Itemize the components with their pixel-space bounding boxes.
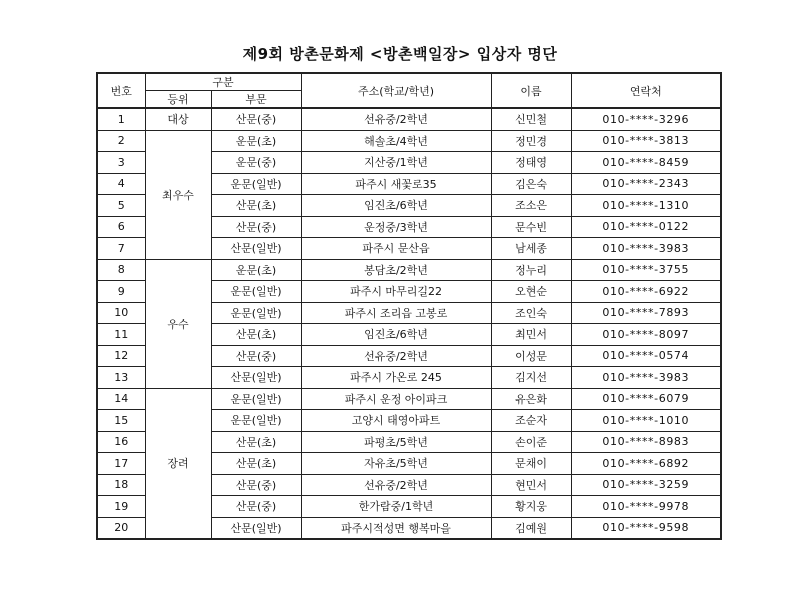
cell-name: 이성문 — [491, 345, 571, 367]
header-grade: 등위 — [145, 91, 211, 109]
cell-address: 파주시 새꽃로35 — [301, 173, 491, 195]
cell-address: 파주시 조리읍 고봉로 — [301, 302, 491, 324]
cell-address: 운정중/3학년 — [301, 216, 491, 238]
table-row — [97, 388, 721, 410]
cell-division: 운문(일반) — [211, 388, 301, 410]
cell-address: 임진초/6학년 — [301, 324, 491, 346]
cell-name: 김은숙 — [491, 173, 571, 195]
cell-name: 남세종 — [491, 238, 571, 260]
cell-no: 3 — [97, 152, 145, 174]
cell-no: 1 — [97, 108, 145, 130]
cell-no: 8 — [97, 259, 145, 281]
cell-division: 산문(초) — [211, 431, 301, 453]
cell-name: 김예원 — [491, 517, 571, 539]
cell-name: 조순자 — [491, 410, 571, 432]
cell-address: 파주시 문산읍 — [301, 238, 491, 260]
cell-division: 운문(중) — [211, 152, 301, 174]
cell-contact: 010-****-8983 — [571, 431, 721, 453]
cell-division: 산문(중) — [211, 474, 301, 496]
cell-division: 운문(초) — [211, 259, 301, 281]
cell-contact: 010-****-6079 — [571, 388, 721, 410]
cell-division: 산문(일반) — [211, 367, 301, 389]
cell-no: 2 — [97, 130, 145, 152]
table-row — [97, 108, 721, 130]
table-header — [97, 73, 721, 108]
cell-no: 5 — [97, 195, 145, 217]
cell-contact: 010-****-9598 — [571, 517, 721, 539]
cell-division: 산문(일반) — [211, 238, 301, 260]
cell-grade: 대상 — [145, 108, 211, 130]
cell-division: 운문(초) — [211, 130, 301, 152]
cell-address: 임진초/6학년 — [301, 195, 491, 217]
cell-contact: 010-****-3983 — [571, 238, 721, 260]
cell-grade: 우수 — [145, 259, 211, 388]
table-body — [97, 108, 721, 539]
cell-name: 정민경 — [491, 130, 571, 152]
cell-contact: 010-****-1310 — [571, 195, 721, 217]
cell-no: 12 — [97, 345, 145, 367]
cell-name: 정누리 — [491, 259, 571, 281]
cell-contact: 010-****-6922 — [571, 281, 721, 303]
cell-no: 19 — [97, 496, 145, 518]
cell-address: 파주시 운정 아이파크 — [301, 388, 491, 410]
cell-no: 11 — [97, 324, 145, 346]
cell-name: 현민서 — [491, 474, 571, 496]
header-gubun: 구분 — [145, 73, 301, 91]
cell-contact: 010-****-1010 — [571, 410, 721, 432]
cell-name: 문수빈 — [491, 216, 571, 238]
cell-address: 고양시 태영아파트 — [301, 410, 491, 432]
cell-contact: 010-****-0122 — [571, 216, 721, 238]
cell-division: 운문(일반) — [211, 173, 301, 195]
header-contact: 연락처 — [571, 73, 721, 108]
cell-contact: 010-****-3813 — [571, 130, 721, 152]
cell-contact: 010-****-8097 — [571, 324, 721, 346]
cell-division: 운문(일반) — [211, 302, 301, 324]
winners-table — [96, 72, 722, 540]
cell-address: 자유초/5학년 — [301, 453, 491, 475]
cell-division: 산문(초) — [211, 324, 301, 346]
cell-name: 신민철 — [491, 108, 571, 130]
cell-name: 정태영 — [491, 152, 571, 174]
cell-no: 16 — [97, 431, 145, 453]
cell-no: 13 — [97, 367, 145, 389]
cell-contact: 010-****-7893 — [571, 302, 721, 324]
cell-address: 파주시적성면 행복마을 — [301, 517, 491, 539]
cell-no: 14 — [97, 388, 145, 410]
cell-name: 오현순 — [491, 281, 571, 303]
cell-no: 4 — [97, 173, 145, 195]
cell-name: 조인숙 — [491, 302, 571, 324]
cell-contact: 010-****-8459 — [571, 152, 721, 174]
cell-name: 문채이 — [491, 453, 571, 475]
cell-address: 지산중/1학년 — [301, 152, 491, 174]
cell-address: 파주시 마무리길22 — [301, 281, 491, 303]
cell-no: 6 — [97, 216, 145, 238]
cell-no: 9 — [97, 281, 145, 303]
cell-contact: 010-****-2343 — [571, 173, 721, 195]
header-division: 부문 — [211, 91, 301, 109]
cell-address: 파주시 가온로 245 — [301, 367, 491, 389]
cell-grade: 장려 — [145, 388, 211, 539]
cell-address: 한가람중/1학년 — [301, 496, 491, 518]
cell-division: 운문(일반) — [211, 281, 301, 303]
cell-address: 선유중/2학년 — [301, 108, 491, 130]
header-no: 번호 — [97, 73, 145, 108]
header-name: 이름 — [491, 73, 571, 108]
cell-division: 산문(중) — [211, 345, 301, 367]
cell-grade: 최우수 — [145, 130, 211, 259]
cell-division: 산문(초) — [211, 453, 301, 475]
cell-name: 최민서 — [491, 324, 571, 346]
cell-division: 산문(중) — [211, 496, 301, 518]
cell-contact: 010-****-0574 — [571, 345, 721, 367]
cell-division: 산문(중) — [211, 108, 301, 130]
cell-division: 산문(일반) — [211, 517, 301, 539]
cell-contact: 010-****-3296 — [571, 108, 721, 130]
cell-name: 조소은 — [491, 195, 571, 217]
cell-contact: 010-****-6892 — [571, 453, 721, 475]
cell-no: 10 — [97, 302, 145, 324]
cell-no: 20 — [97, 517, 145, 539]
cell-division: 산문(중) — [211, 216, 301, 238]
cell-name: 황지웅 — [491, 496, 571, 518]
cell-address: 선유중/2학년 — [301, 474, 491, 496]
cell-address: 선유중/2학년 — [301, 345, 491, 367]
cell-address: 봉담초/2학년 — [301, 259, 491, 281]
cell-contact: 010-****-9978 — [571, 496, 721, 518]
cell-contact: 010-****-3755 — [571, 259, 721, 281]
cell-no: 18 — [97, 474, 145, 496]
cell-contact: 010-****-3983 — [571, 367, 721, 389]
cell-name: 유은화 — [491, 388, 571, 410]
page-title: 제9회 방촌문화제 <방촌백일장> 입상자 명단 — [242, 45, 558, 63]
cell-division: 산문(초) — [211, 195, 301, 217]
cell-name: 김지선 — [491, 367, 571, 389]
cell-no: 15 — [97, 410, 145, 432]
cell-address: 파평초/5학년 — [301, 431, 491, 453]
cell-division: 운문(일반) — [211, 410, 301, 432]
header-address: 주소(학교/학년) — [301, 73, 491, 108]
cell-contact: 010-****-3259 — [571, 474, 721, 496]
table-row — [97, 130, 721, 152]
cell-no: 7 — [97, 238, 145, 260]
table-row — [97, 259, 721, 281]
cell-name: 손이준 — [491, 431, 571, 453]
cell-no: 17 — [97, 453, 145, 475]
cell-address: 해솔초/4학년 — [301, 130, 491, 152]
